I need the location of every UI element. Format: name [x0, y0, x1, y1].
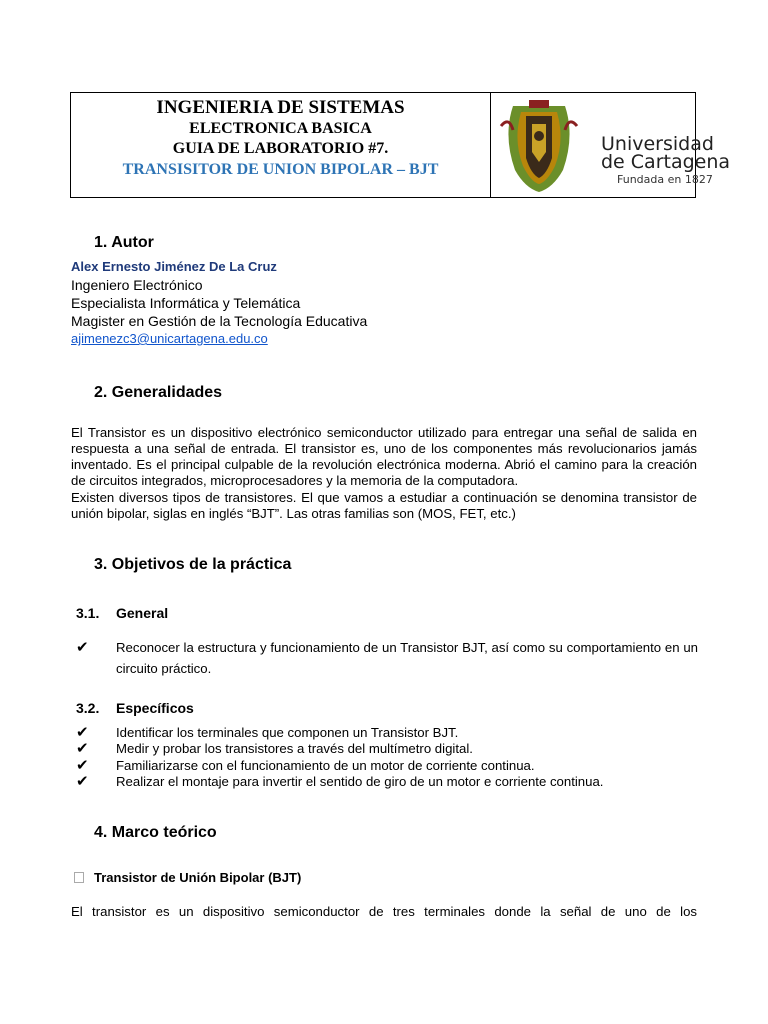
section-heading-marco-teorico: 4. Marco teórico [94, 824, 217, 841]
general-objective-text: Reconocer la estructura y funcionamiento de un Transistor BJT, así como su comportamiento en un circuito práctico. [116, 640, 698, 676]
author-degree: Ingeniero Electrónico [71, 277, 203, 293]
bullet-box-icon [74, 872, 84, 883]
author-email-link[interactable]: ajimenezc3@unicartagena.edu.co [71, 331, 268, 346]
author-specialization: Especialista Informática y Telemática [71, 295, 301, 311]
header-topic: TRANSISITOR DE UNION BIPOLAR – BJT [122, 161, 439, 178]
checkmark-icon: ✔ [76, 724, 89, 741]
marco-paragraph: El transistor es un dispositivo semiconductor de tres terminales donde la señal de uno de los [71, 904, 697, 919]
specific-objective-text: Familiarizarse con el funcionamiento de un motor de corriente continua. [116, 758, 535, 773]
generalidades-paragraph-2: Existen diversos tipos de transistores. El que vamos a estudiar a continuación se denomina transistor de unión bipolar, siglas en inglés “BJT”. Las otras familias son (MOS, FET, etc.) [71, 490, 697, 521]
university-name-line1: Universidad [601, 133, 714, 155]
university-logo [491, 93, 731, 197]
university-founded: Fundada en 1827 [617, 173, 713, 186]
subsection-especificos-label: Específicos [116, 700, 194, 716]
section-heading-generalidades: 2. Generalidades [94, 384, 223, 401]
section-heading-objetivos: 3. Objetivos de la práctica [94, 556, 292, 573]
specific-objective-item [76, 725, 698, 741]
subsection-general-number: 3.1. [76, 605, 100, 621]
specific-objective-item [76, 758, 698, 774]
specific-objective-text: Medir y probar los transistores a través del multímetro digital. [116, 741, 473, 756]
author-name: Alex Ernesto Jiménez De La Cruz [71, 259, 277, 274]
subsection-especificos [76, 700, 194, 716]
author-masters: Magister en Gestión de la Tecnología Educativa [71, 313, 368, 329]
generalidades-paragraph-1: El Transistor es un dispositivo electrónico semiconductor utilizado para entregar una señal de salida en respuesta a una señal de entrada. El transistor es, uno de los componentes más revolucionarios jamás inventado. Es el principal culpable de la revolución electrónica moderna. Abrió el camino para la creación de circuitos integrados, microprocesadores y la memoria de la computadora. [71, 425, 697, 488]
document-header [70, 92, 731, 198]
header-subtitle: ELECTRONICA BASICA [189, 120, 372, 137]
specific-objective-item [76, 774, 698, 790]
header-guide: GUIA DE LABORATORIO #7. [172, 140, 389, 157]
checkmark-icon: ✔ [76, 773, 89, 790]
specific-objective-text: Realizar el montaje para invertir el sentido de giro de un motor e corriente continua. [116, 774, 604, 789]
marco-subtitle [74, 870, 301, 885]
university-name-line2: de Cartagena [601, 151, 731, 173]
section-heading-autor: 1. Autor [94, 234, 154, 251]
subsection-especificos-number: 3.2. [76, 700, 100, 716]
subsection-general [76, 605, 168, 621]
checkmark-icon: ✔ [76, 757, 89, 774]
specific-objective-item [76, 741, 698, 757]
crest-icon [499, 96, 579, 194]
checkmark-icon: ✔ [76, 740, 89, 757]
subsection-general-label: General [116, 605, 169, 621]
header-title: INGENIERIA DE SISTEMAS [156, 97, 405, 118]
header-title-block [71, 93, 491, 197]
marco-subtitle-text: Transistor de Unión Bipolar (BJT) [94, 870, 302, 885]
author-block [71, 258, 691, 348]
checkmark-icon: ✔ [76, 639, 89, 656]
specific-objective-text: Identificar los terminales que componen un Transistor BJT. [116, 725, 459, 740]
general-objective-item [76, 637, 698, 679]
